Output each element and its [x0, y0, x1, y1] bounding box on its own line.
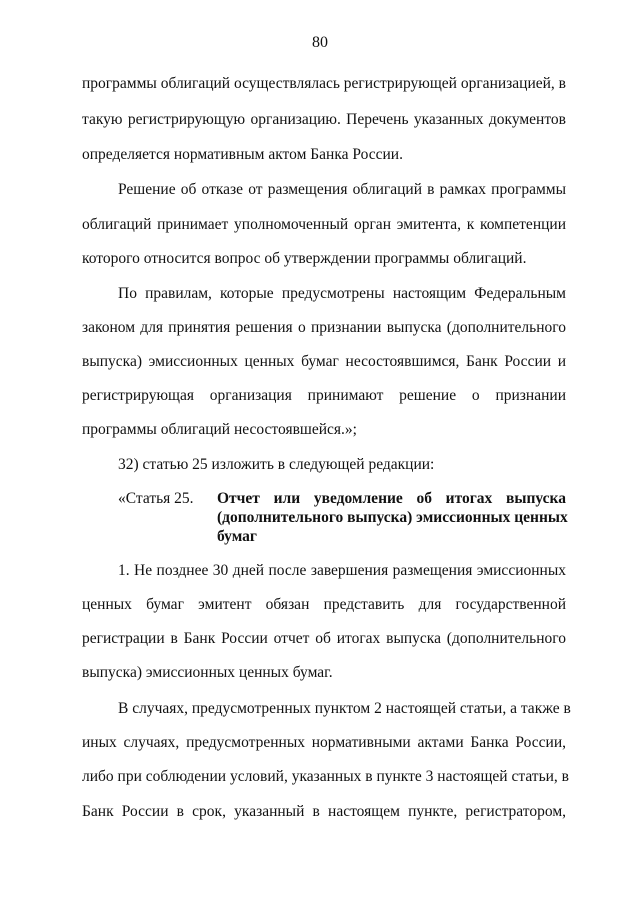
paragraph-line: Банк России в срок, указанный в настоящем пункте, регистратором, [82, 803, 566, 820]
paragraph-line: выпуска) эмиссионных ценных бумаг несостоявшимся, Банк России и [82, 353, 566, 370]
article-title-line: бумаг [217, 528, 257, 545]
paragraph-line: программы облигаций осуществлялась регистрирующей организацией, в [82, 75, 566, 92]
paragraph-line: регистрирующая организация принимают решение о признании [82, 387, 566, 404]
article-label: «Статья 25. [118, 490, 194, 507]
paragraph-line: Решение об отказе от размещения облигаций в рамках программы [118, 181, 566, 198]
paragraph-line: такую регистрирующую организацию. Перечень указанных документов [82, 111, 566, 128]
paragraph-line: По правилам, которые предусмотрены настоящим Федеральным [118, 285, 566, 302]
paragraph-line: 32) статью 25 изложить в следующей редакции: [118, 456, 435, 473]
paragraph-line: которого относится вопрос об утверждении программы облигаций. [82, 250, 527, 267]
article-title-line: (дополнительного выпуска) эмиссионных ценных [217, 509, 568, 526]
paragraph-line: законом для принятия решения о признании выпуска (дополнительного [82, 319, 566, 336]
paragraph-line: регистрации в Банк России отчет об итогах выпуска (дополнительного [82, 630, 566, 647]
paragraph-line: В случаях, предусмотренных пунктом 2 настоящей статьи, а также в [118, 700, 571, 717]
article-title-line: Отчет или уведомление об итогах выпуска [217, 490, 566, 507]
paragraph-line: 1. Не позднее 30 дней после завершения размещения эмиссионных [118, 562, 566, 579]
paragraph-line: определяется нормативным актом Банка России. [82, 146, 403, 163]
page-number: 80 [312, 34, 328, 51]
paragraph-line: облигаций принимает уполномоченный орган эмитента, к компетенции [82, 216, 566, 233]
paragraph-line: ценных бумаг эмитент обязан представить для государственной [82, 596, 566, 613]
paragraph-line: программы облигаций несостоявшейся.»; [82, 421, 357, 438]
paragraph-line: выпуска) эмиссионных ценных бумаг. [82, 664, 333, 681]
paragraph-line: либо при соблюдении условий, указанных в пункте 3 настоящей статьи, в [82, 768, 570, 785]
paragraph-line: иных случаях, предусмотренных нормативными актами Банка России, [82, 734, 566, 751]
